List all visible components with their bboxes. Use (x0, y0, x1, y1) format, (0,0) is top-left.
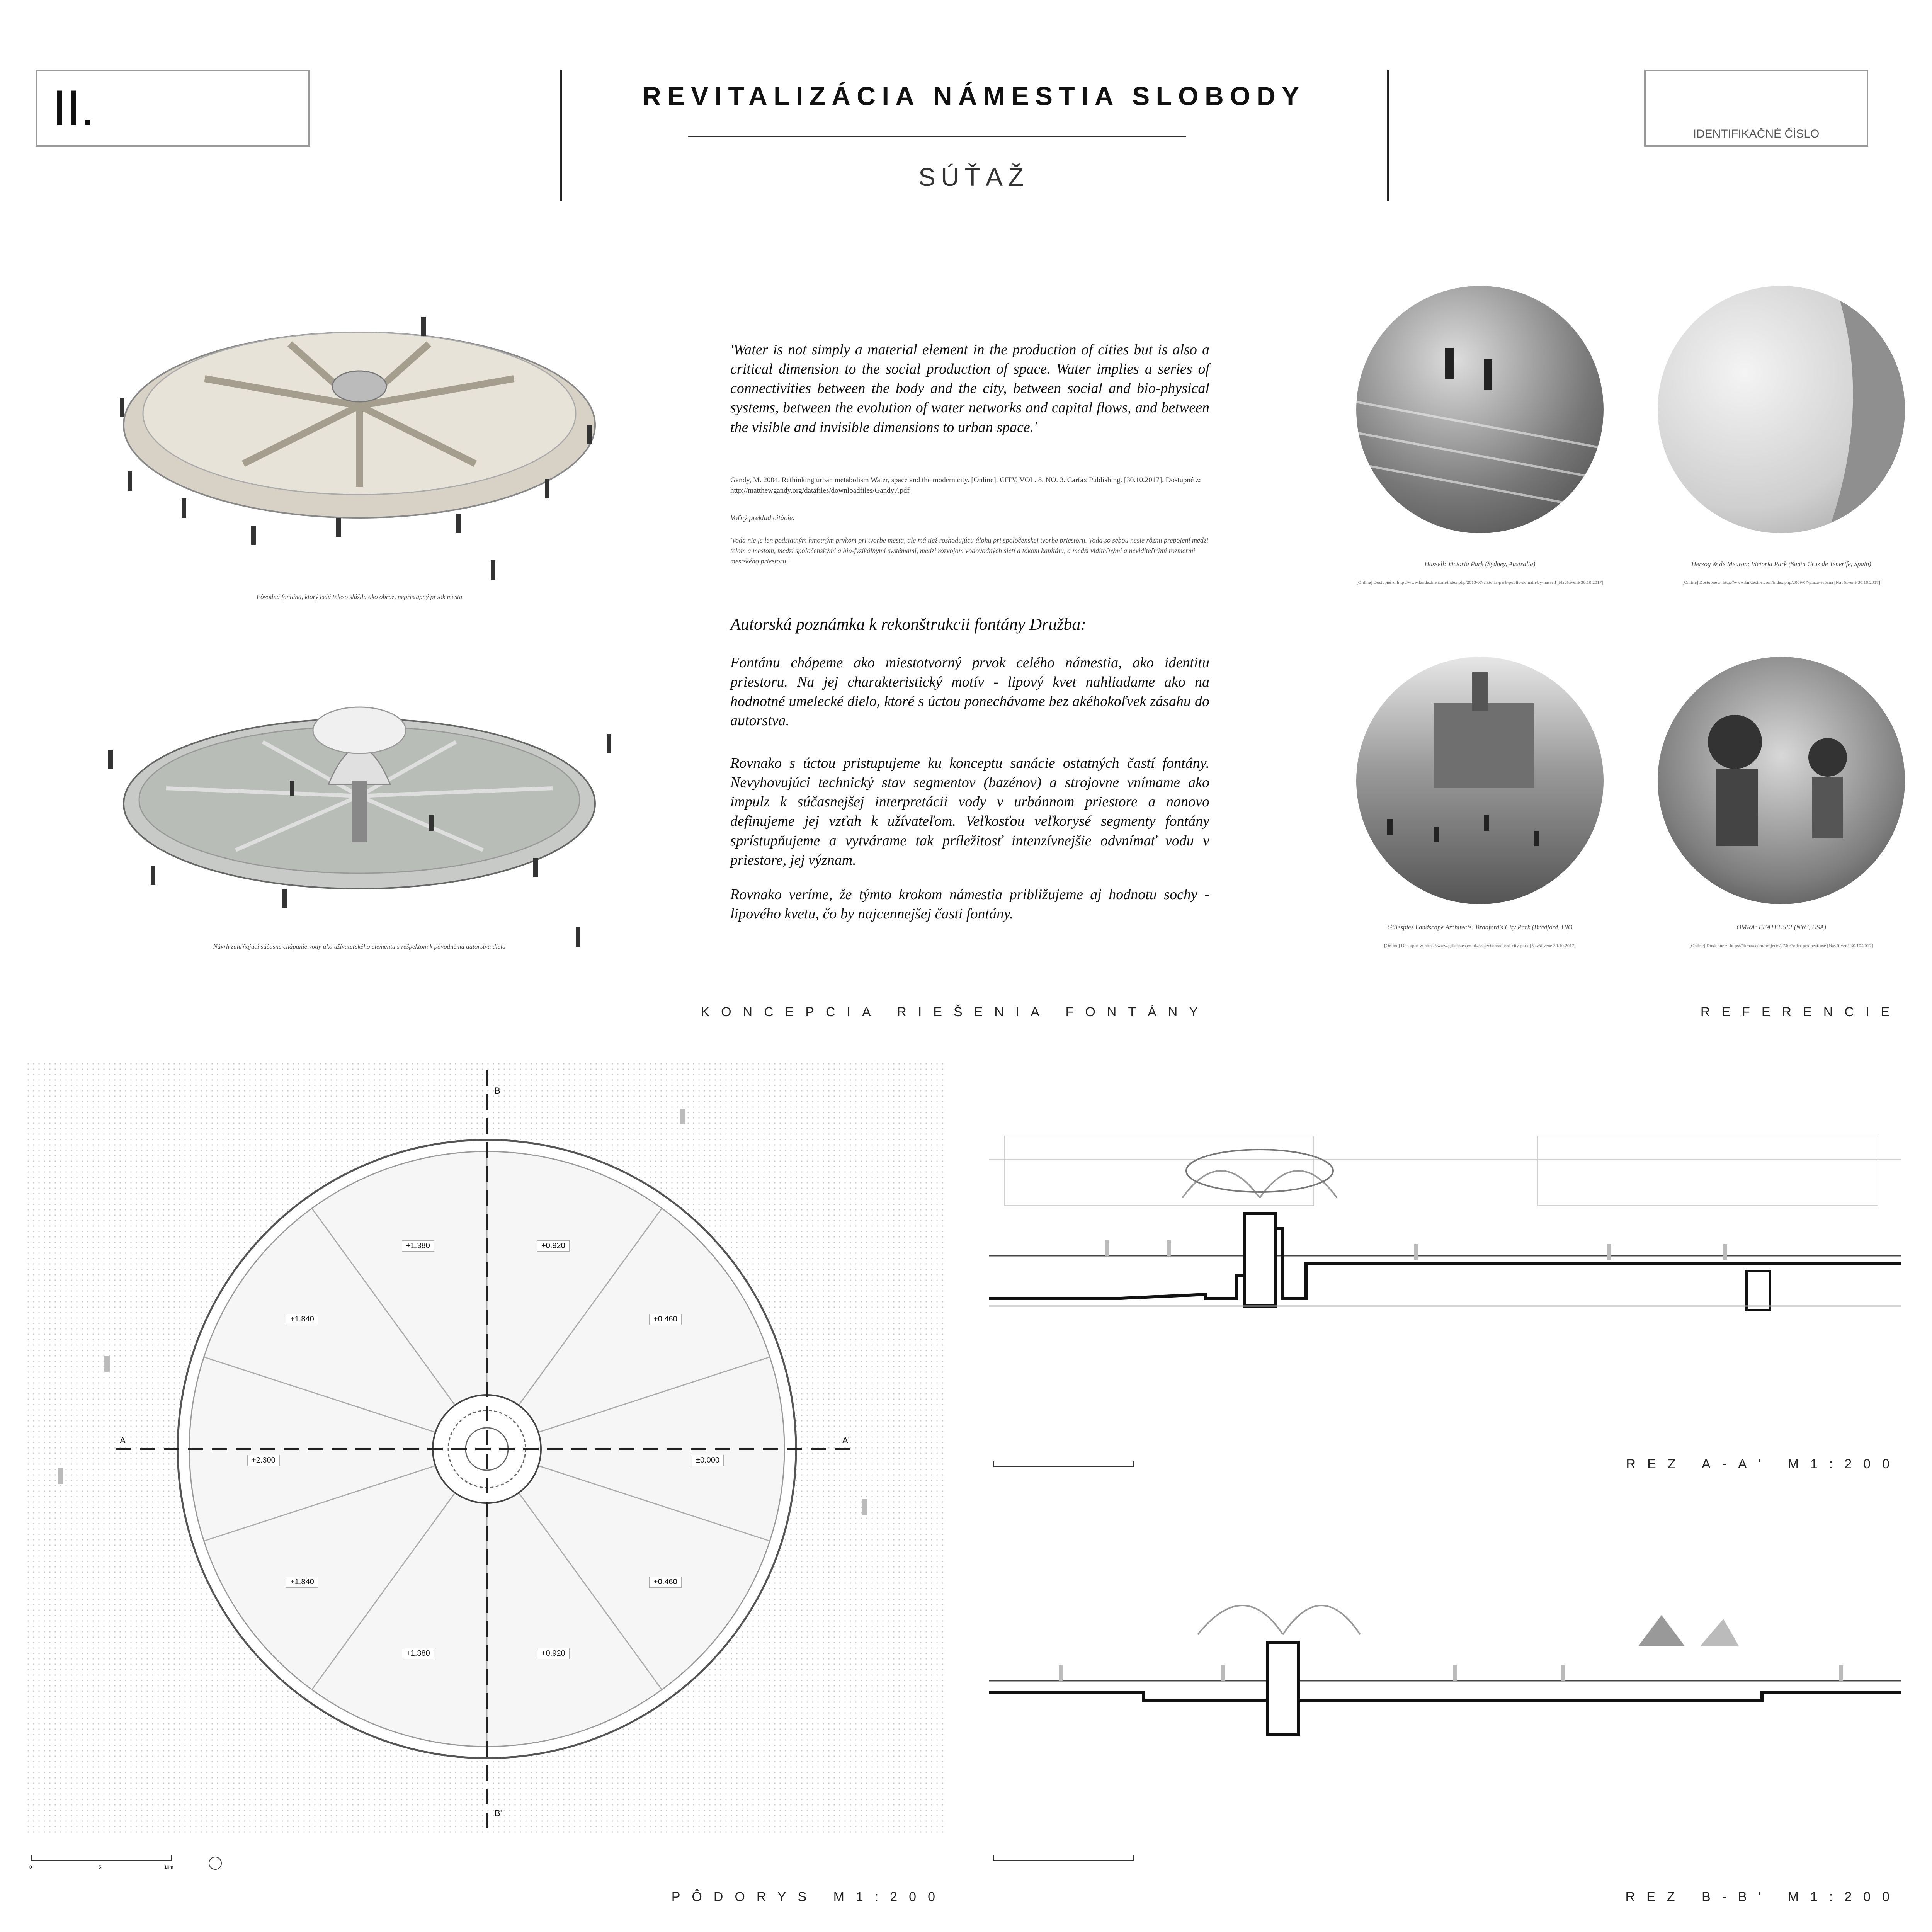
section-aa-label: REZ A-A' M1:200 (1626, 1457, 1901, 1471)
plan-level-3: +1.840 (286, 1314, 318, 1325)
plan-scale-tick-2: 10m (164, 1864, 173, 1870)
id-label: IDENTIFIKAČNÉ ČÍSLO (1693, 128, 1820, 140)
header-divider-right (1387, 70, 1389, 201)
concept-section-label: KONCEPCIA RIEŠENIA FONTÁNY (701, 1005, 1209, 1019)
reference-source-4: [Online] Dostupné z: https://ikmaa.com/projects/2740/?oder-pro-beatfuse [Navštívené 30.10.2017] (1689, 943, 1873, 948)
plan-axis-b-prime: B' (495, 1808, 502, 1818)
references-section-label: REFERENCIE (1700, 1005, 1901, 1019)
plan-level-7: +1.840 (286, 1577, 318, 1588)
translation-label: Voľný preklad citácie: (730, 514, 795, 522)
section-bb-scale-bar (993, 1855, 1134, 1861)
plan-level-8: +0.460 (649, 1577, 682, 1588)
author-note-paragraph-3: Rovnako veríme, že týmto krokom námestia približujeme aj hodnotu sochy - lipového kvetu, čo by najcennejšej časti fontány. (730, 886, 1209, 922)
reference-image-4 (1658, 657, 1905, 904)
fountain-floor-plan (27, 1063, 947, 1835)
sheet-number: II. (53, 80, 95, 136)
proposed-fountain-image (89, 688, 630, 966)
original-fountain-image (89, 309, 630, 587)
plan-axis-a-prime: A' (842, 1435, 850, 1445)
plan-level-5: +2.300 (247, 1455, 280, 1466)
page-title: REVITALIZÁCIA NÁMESTIA SLOBODY (642, 82, 1306, 111)
reference-title-4: OMRA: BEATFUSE! (NYC, USA) (1736, 923, 1826, 931)
quote-translation: 'Voda nie je len podstatným hmotným prvkom pri tvorbe mesta, ale má tiež rozhodujúcu úlohu pri spoločenskej tvorbe priestoru. Voda so sebou nesie rôznu prepojení medzi telom a mestom, medzi spoločenskými a bio-fyzikálnymi systémami, medzi rozvojom vodovodných sietí a tokom kapitálu, a medzi viditeľnými a neviditeľnými rozmermi mestského priestoru.' (730, 536, 1208, 565)
reference-title-2: Herzog & de Meuron: Victoria Park (Santa Cruz de Tenerife, Spain) (1691, 560, 1871, 568)
reference-title-3: Gillespies Landscape Architects: Bradford's City Park (Bradford, UK) (1387, 923, 1573, 931)
section-aa-drawing (989, 1113, 1901, 1360)
id-box (1644, 70, 1868, 147)
north-arrow-icon (209, 1857, 222, 1870)
quote-source: Gandy, M. 2004. Rethinking urban metabolism Water, space and the modern city. [Online]. CITY, VOL. 8, NO. 3. Carfax Publishing. [30.10.2017]. Dostupné z: http://matthewgandy.org/datafiles/downloadfiles/Gandy7.pdf (730, 476, 1201, 495)
plan-level-2: +0.920 (537, 1240, 570, 1252)
reference-source-3: [Online] Dostupné z: https://www.gillespies.co.uk/projects/bradford-city-park [Navštívené 30.10.2017] (1384, 943, 1576, 948)
plan-axis-a: A (120, 1435, 126, 1445)
plan-scale-tick-0: 0 (29, 1864, 32, 1870)
reference-image-3 (1356, 657, 1604, 904)
plan-level-9: +1.380 (402, 1648, 434, 1659)
author-note-paragraph-2: Rovnako s úctou pristupujeme ku konceptu sanácie ostatných častí fontány. Nevyhovujúci technický stav segmentov (bazénov) a strojovne vnímame ako impulz k súčasnejšej interpretácii vody v urbánnom priestore a nanovo definujeme jej vzťah k užívateľom. Veľkosťou veľkorysé segmenty fontány sprístupňujeme a vytvárame tak príležitosť intenzívnejšie odvnímať vodu v priestore, jej význam. (730, 755, 1209, 868)
plan-scale-bar (31, 1855, 172, 1861)
sheet-number-box (36, 70, 310, 147)
section-bb-label: REZ B-B' M1:200 (1625, 1889, 1901, 1904)
reference-title-1: Hassell: Victoria Park (Sydney, Australia) (1424, 560, 1536, 568)
plan-level-6: ±0.000 (692, 1455, 724, 1466)
proposed-fountain-caption: Návrh zahŕňajúci súčasné chápanie vody ako užívateľského elementu s rešpektom k pôvodnému autorstvu diela (213, 943, 506, 950)
plan-level-10: +0.920 (537, 1648, 570, 1659)
plan-section-label: PÔDORYS M1:200 (671, 1889, 947, 1904)
plan-level-1: +1.380 (402, 1240, 434, 1252)
title-underline (688, 136, 1186, 137)
section-bb-drawing (989, 1569, 1901, 1785)
original-fountain-caption: Pôvodná fontána, ktorý celú teleso slúžila ako obraz, nepristupný prvok mesta (256, 593, 463, 600)
author-note-paragraph-1: Fontánu chápeme ako miestotvorný prvok celého námestia, ako identitu priestoru. Na jej charakteristický motív - lipový kvet nahliadame ako na hodnotné umelecké dielo, ktoré s úctou ponechávame bez akéhokoľvek zásahu do autorstva. (730, 655, 1209, 729)
section-aa-scale-bar (993, 1461, 1134, 1467)
plan-axis-b: B (495, 1086, 500, 1095)
reference-image-1 (1356, 286, 1604, 533)
gandy-quote: 'Water is not simply a material element in the production of cities but is also a critical dimension to the social production of space. Water implies a series of connectivities between the body and the city, between social and bio-physical systems, between the evolution of water networks and capital flows, and between the visible and invisible dimensions to urban space.' (730, 342, 1209, 435)
plan-scale-tick-1: 5 (99, 1864, 101, 1870)
page-subtitle: SÚŤAŽ (918, 163, 1029, 191)
reference-image-2 (1658, 286, 1905, 533)
author-note-heading: Autorská poznámka k rekonštrukcii fontány Družba: (730, 615, 1087, 634)
reference-source-1: [Online] Dostupné z: http://www.landezine.com/index.php/2013/07/victoria-park-public-domain-by-hassell [Navštívené 30.10.2017] (1356, 580, 1604, 585)
header-divider-left (560, 70, 562, 201)
plan-level-4: +0.460 (649, 1314, 682, 1325)
reference-source-2: [Online] Dostupné z: http://www.landezine.com/index.php/2009/07/plaza-espana [Navštívené 30.10.2017] (1682, 580, 1880, 585)
